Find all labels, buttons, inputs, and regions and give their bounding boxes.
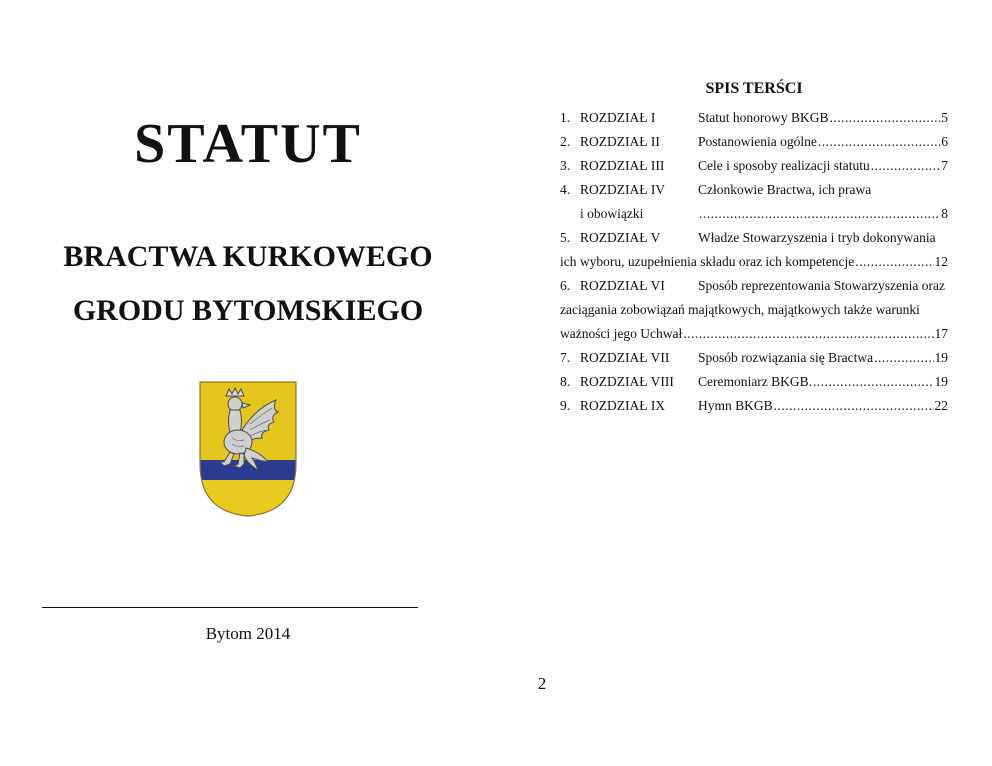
toc-entry[interactable] bbox=[560, 130, 948, 154]
toc-entry-number: 9. bbox=[560, 398, 571, 413]
toc-entry-page: 5 bbox=[941, 110, 948, 125]
toc-entry[interactable] bbox=[560, 178, 948, 202]
toc-entry-chapter: ROZDZIAŁ III bbox=[580, 158, 665, 173]
toc-entry-topic: Postanowienia ogólne bbox=[698, 134, 817, 149]
toc-entry-page: 7 bbox=[941, 158, 948, 173]
toc-entry-chapter: ROZDZIAŁ VII bbox=[580, 350, 670, 365]
toc-entry-topic: Hymn BKGB bbox=[698, 398, 773, 413]
toc-entry-number: 2. bbox=[560, 134, 571, 149]
subtitle-line-1: BRACTWA KURKOWEGO bbox=[63, 240, 433, 273]
toc-entry-continuation[interactable] bbox=[560, 250, 948, 274]
toc-entry-number: 3. bbox=[560, 158, 571, 173]
toc-entry-topic: Sposób reprezentowania Stowarzyszenia oraz bbox=[698, 278, 946, 293]
toc-entry-number: 8. bbox=[560, 374, 571, 389]
toc-entry-chapter: ROZDZIAŁ IV bbox=[580, 182, 666, 197]
toc-entry-topic: Członkowie Bractwa, ich prawa bbox=[698, 182, 872, 197]
toc-entry-page: 8 bbox=[941, 206, 948, 221]
toc-entry-chapter: ROZDZIAŁ II bbox=[580, 134, 660, 149]
toc-entry-number: 1. bbox=[560, 110, 571, 125]
toc-entry[interactable] bbox=[560, 154, 948, 178]
toc-dot-leader bbox=[855, 250, 933, 274]
toc-entry[interactable] bbox=[560, 106, 948, 130]
toc-entry-page: 17 bbox=[934, 326, 948, 341]
toc-entry-continuation-label: i obowiązki bbox=[580, 206, 644, 221]
toc-entry[interactable] bbox=[560, 274, 948, 298]
page-number: 2 bbox=[537, 674, 547, 693]
toc-dot-leader bbox=[683, 322, 933, 346]
toc-dot-leader bbox=[818, 130, 940, 154]
toc-entry-continuation[interactable] bbox=[560, 322, 948, 346]
toc-title: SPIS TERŚCI bbox=[705, 80, 803, 97]
toc-entry-number: 4. bbox=[560, 182, 571, 197]
toc-dot-leader bbox=[830, 106, 941, 130]
signature-rule bbox=[42, 607, 418, 608]
subtitle-line-2: GRODU BYTOMSKIEGO bbox=[72, 294, 424, 327]
toc-entry-page: 6 bbox=[941, 134, 948, 149]
place-and-year: Bytom 2014 bbox=[205, 624, 291, 643]
toc-entry-number: 6. bbox=[560, 278, 571, 293]
toc-entry[interactable] bbox=[560, 370, 948, 394]
toc-entry-page: 22 bbox=[934, 398, 948, 413]
toc-entry-topic-continued: ich wyboru, uzupełnienia składu oraz ich kompetencje bbox=[560, 254, 855, 269]
toc-entry-topic: Cele i sposoby realizacji statutu bbox=[698, 158, 870, 173]
toc-entry-number: 7. bbox=[560, 350, 571, 365]
toc-entry-topic-continued: ważności jego Uchwał bbox=[560, 326, 683, 341]
toc-dot-leader bbox=[699, 202, 940, 226]
toc-entry-page: 12 bbox=[934, 254, 948, 269]
table-of-contents bbox=[560, 106, 948, 418]
toc-entry-chapter: ROZDZIAŁ IX bbox=[580, 398, 666, 413]
toc-dot-leader bbox=[871, 154, 941, 178]
toc-entry-topic-continued: zaciągania zobowiązań majątkowych, majątkowych także warunki bbox=[560, 302, 920, 317]
toc-entry-topic: Ceremoniarz BKGB. bbox=[698, 374, 812, 389]
toc-entry[interactable] bbox=[560, 346, 948, 370]
toc-entry-number: 5. bbox=[560, 230, 571, 245]
toc-entry-chapter: ROZDZIAŁ V bbox=[580, 230, 661, 245]
toc-entry-chapter: ROZDZIAŁ I bbox=[580, 110, 656, 125]
toc-entry-continuation[interactable] bbox=[560, 298, 948, 322]
toc-dot-leader bbox=[774, 394, 934, 418]
toc-entry-continuation[interactable] bbox=[560, 202, 948, 226]
toc-entry[interactable] bbox=[560, 394, 948, 418]
toc-entry-topic: Sposób rozwiązania się Bractwa bbox=[698, 350, 874, 365]
coat-of-arms-eagle-icon bbox=[186, 378, 310, 520]
toc-entry-topic: Statut honorowy BKGB bbox=[698, 110, 829, 125]
document-title: STATUT bbox=[134, 113, 362, 175]
toc-entry-page: 19 bbox=[934, 350, 948, 365]
toc-entry-page: 19 bbox=[934, 374, 948, 389]
toc-entry-chapter: ROZDZIAŁ VI bbox=[580, 278, 665, 293]
toc-entry[interactable] bbox=[560, 226, 948, 250]
toc-entry-topic: Władze Stowarzyszenia i tryb dokonywania bbox=[698, 230, 936, 245]
toc-entry-chapter: ROZDZIAŁ VIII bbox=[580, 374, 674, 389]
toc-dot-leader bbox=[813, 370, 934, 394]
toc-dot-leader bbox=[874, 346, 933, 370]
